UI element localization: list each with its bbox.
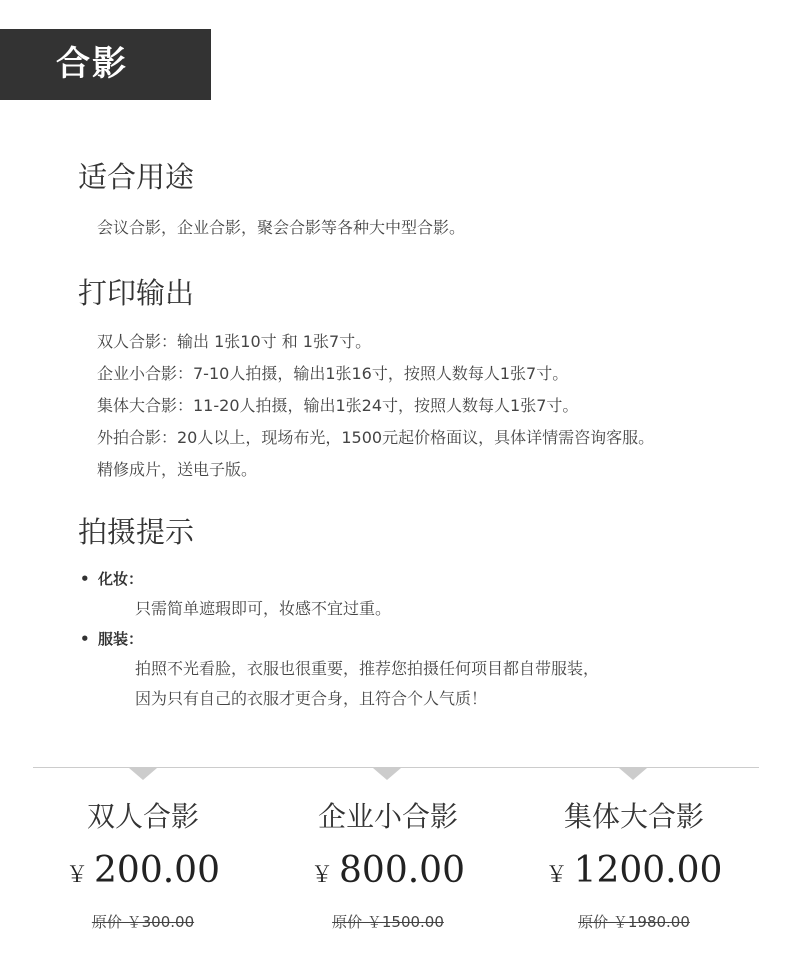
tip-head: 化妆：: [98, 570, 144, 588]
original-price: 原价 ￥1500.00: [332, 913, 444, 931]
tip-head: 服装：: [98, 630, 144, 648]
package-price: [263, 849, 513, 899]
currency-symbol: ￥: [545, 863, 568, 888]
tip-line: 因为只有自己的衣服才更合身，且符合个人气质！: [135, 689, 488, 708]
package-card: [263, 797, 513, 933]
output-line: 双人合影：输出 1张10寸 和 1张7寸。: [97, 332, 372, 351]
output-line: 精修成片，送电子版。: [97, 460, 258, 479]
package-name: 集体大合影: [563, 800, 704, 833]
price-amount: 1200.00: [573, 850, 723, 891]
output-line: 企业小合影：7-10人拍摄，输出1张16寸，按照人数每人1张7寸。: [97, 364, 569, 383]
page-banner: [0, 29, 211, 100]
notch-triangle-icon: [619, 768, 647, 780]
package-name: 双人合影: [86, 800, 199, 833]
bullet-icon: •: [80, 570, 90, 588]
tip-line: 只需简单遮瑕即可，妆感不宜过重。: [135, 599, 392, 618]
package-card: [18, 797, 268, 933]
banner-title: 合影: [56, 44, 128, 84]
tip-makeup-heading: [80, 568, 143, 590]
package-card: [509, 797, 759, 933]
currency-symbol: ￥: [311, 863, 334, 888]
package-price: [509, 849, 759, 899]
notch-triangle-icon: [129, 768, 157, 780]
tips-title: 拍摄提示: [78, 515, 195, 549]
currency-symbol: ￥: [66, 863, 89, 888]
bullet-icon: •: [80, 630, 90, 648]
notch-triangle-icon: [373, 768, 401, 780]
tip-line: 拍照不光看脸，衣服也很重要，推荐您拍摄任何项目都自带服装，: [135, 659, 600, 678]
output-title: 打印输出: [78, 276, 195, 310]
tip-clothing-heading: [80, 628, 143, 650]
original-price: 原价 ￥1980.00: [578, 913, 690, 931]
package-price: [18, 849, 268, 899]
original-price: 原价 ￥300.00: [91, 913, 195, 931]
usage-text: 会议合影，企业合影，聚会合影等各种大中型合影。: [97, 218, 466, 237]
price-amount: 800.00: [339, 850, 465, 891]
usage-title: 适合用途: [78, 160, 195, 194]
output-line: 外拍合影：20人以上，现场布光，1500元起价格面议，具体详情需咨询客服。: [97, 428, 655, 447]
output-line: 集体大合影：11-20人拍摄，输出1张24寸，按照人数每人1张7寸。: [97, 396, 579, 415]
package-name: 企业小合影: [317, 800, 458, 833]
price-amount: 200.00: [94, 850, 220, 891]
